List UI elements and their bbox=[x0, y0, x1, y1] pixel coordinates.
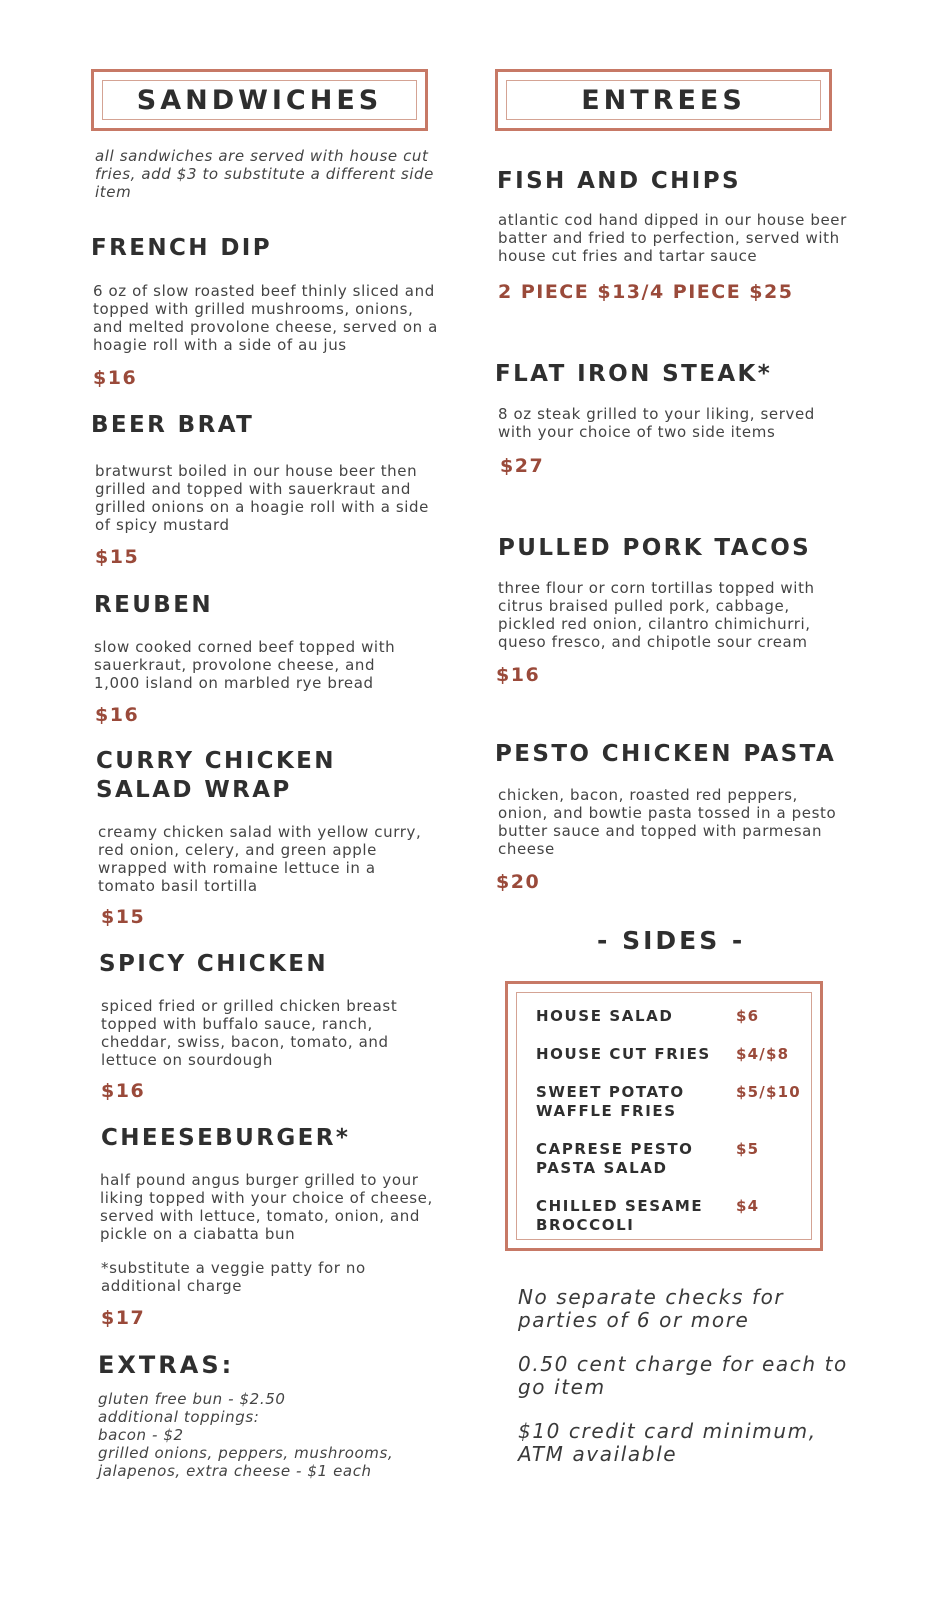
side-item-name: CHILLED SESAME BROCCOLI bbox=[536, 1197, 704, 1234]
item-price-fish-and-chips: 2 PIECE $13/4 PIECE $25 bbox=[498, 281, 794, 303]
side-item-name: HOUSE CUT FRIES bbox=[536, 1045, 711, 1063]
extras-title: EXTRAS: bbox=[98, 1351, 235, 1379]
item-title-pesto-chicken-pasta: PESTO CHICKEN PASTA bbox=[495, 741, 837, 767]
side-item-price: $4 bbox=[736, 1197, 760, 1215]
side-item-price: $4/$8 bbox=[736, 1045, 790, 1063]
item-desc-french-dip: 6 oz of slow roasted beef thinly sliced and topped with grilled mushrooms, onions, and melted provolone cheese, served on a hoagie roll with a side of au jus bbox=[93, 282, 438, 354]
side-item-name: SWEET POTATO WAFFLE FRIES bbox=[536, 1083, 685, 1120]
item-title-reuben: REUBEN bbox=[94, 592, 213, 618]
entrees-header: ENTREES bbox=[581, 84, 746, 116]
sides-box bbox=[505, 981, 823, 1251]
item-note-cheeseburger: *substitute a veggie patty for no additional charge bbox=[101, 1259, 366, 1295]
item-title-curry-chicken-line1: CURRY CHICKEN bbox=[96, 748, 336, 774]
item-desc-flat-iron-steak: 8 oz steak grilled to your liking, served with your choice of two side items bbox=[498, 405, 815, 441]
item-title-cheeseburger: CHEESEBURGER* bbox=[101, 1125, 351, 1151]
sandwiches-header-inner bbox=[102, 80, 417, 120]
sandwiches-header: SANDWICHES bbox=[136, 84, 383, 116]
sandwiches-header-box bbox=[91, 69, 428, 131]
item-desc-pesto-chicken-pasta: chicken, bacon, roasted red peppers, onion, and bowtie pasta tossed in a pesto butter sauce and topped with parmesan cheese bbox=[498, 786, 837, 858]
policy-note: $10 credit card minimum, ATM available bbox=[518, 1419, 817, 1466]
item-price-pesto-chicken-pasta: $20 bbox=[496, 871, 541, 893]
item-price-pulled-pork-tacos: $16 bbox=[496, 664, 541, 686]
side-item-price: $6 bbox=[736, 1007, 760, 1025]
item-desc-beer-brat: bratwurst boiled in our house beer then grilled and topped with sauerkraut and grilled onions on a hoagie roll with a side of spicy mustard bbox=[95, 462, 430, 534]
extras-line: additional toppings: bbox=[98, 1408, 260, 1426]
extras-line: gluten free bun - $2.50 bbox=[98, 1390, 286, 1408]
item-price-spicy-chicken: $16 bbox=[101, 1080, 146, 1102]
item-desc-spicy-chicken: spiced fried or grilled chicken breast topped with buffalo sauce, ranch, cheddar, swiss, bacon, tomato, and lettuce on sourdough bbox=[101, 997, 398, 1069]
item-title-pulled-pork-tacos: PULLED PORK TACOS bbox=[498, 535, 812, 561]
item-price-flat-iron-steak: $27 bbox=[500, 455, 545, 477]
item-price-reuben: $16 bbox=[95, 704, 140, 726]
entrees-header-inner bbox=[506, 80, 821, 120]
side-item-price: $5 bbox=[736, 1140, 760, 1158]
item-title-fish-and-chips: FISH AND CHIPS bbox=[497, 168, 741, 194]
side-item-price: $5/$10 bbox=[736, 1083, 801, 1101]
item-title-spicy-chicken: SPICY CHICKEN bbox=[99, 951, 329, 977]
sides-title: - SIDES - bbox=[597, 926, 746, 955]
policy-note: 0.50 cent charge for each to go item bbox=[518, 1352, 848, 1399]
extras-line: grilled onions, peppers, mushrooms, bbox=[98, 1444, 394, 1462]
policy-note: No separate checks for parties of 6 or more bbox=[518, 1285, 785, 1332]
item-price-beer-brat: $15 bbox=[95, 546, 140, 568]
item-desc-fish-and-chips: atlantic cod hand dipped in our house beer batter and fried to perfection, served with house cut fries and tartar sauce bbox=[498, 211, 847, 265]
entrees-header-box bbox=[495, 69, 832, 131]
item-price-french-dip: $16 bbox=[93, 367, 138, 389]
side-item-name: HOUSE SALAD bbox=[536, 1007, 674, 1025]
side-item-name: CAPRESE PESTO PASTA SALAD bbox=[536, 1140, 694, 1177]
extras-line: jalapenos, extra cheese - $1 each bbox=[98, 1462, 372, 1480]
item-price-cheeseburger: $17 bbox=[101, 1307, 146, 1329]
sandwiches-note: all sandwiches are served with house cut fries, add $3 to substitute a different side item bbox=[95, 147, 434, 201]
item-desc-reuben: slow cooked corned beef topped with sauerkraut, provolone cheese, and 1,000 island on marbled rye bread bbox=[94, 638, 396, 692]
item-title-beer-brat: BEER BRAT bbox=[91, 412, 255, 438]
extras-list bbox=[98, 1390, 418, 1480]
item-desc-pulled-pork-tacos: three flour or corn tortillas topped with citrus braised pulled pork, cabbage, pickled red onion, cilantro chimichurri, queso fresco, and chipotle sour cream bbox=[498, 579, 815, 651]
item-title-curry-chicken-line2: SALAD WRAP bbox=[96, 777, 292, 803]
item-desc-cheeseburger: half pound angus burger grilled to your liking topped with your choice of cheese, served with lettuce, tomato, onion, and pickle on a ciabatta bun bbox=[100, 1171, 433, 1243]
item-title-flat-iron-steak: FLAT IRON STEAK* bbox=[495, 361, 773, 387]
item-title-french-dip: FRENCH DIP bbox=[91, 235, 273, 261]
extras-line: bacon - $2 bbox=[98, 1426, 184, 1444]
sides-box-inner bbox=[516, 992, 812, 1240]
item-price-curry-chicken: $15 bbox=[101, 906, 146, 928]
item-desc-curry-chicken: creamy chicken salad with yellow curry, red onion, celery, and green apple wrapped with romaine lettuce in a tomato basil tortilla bbox=[98, 823, 422, 895]
